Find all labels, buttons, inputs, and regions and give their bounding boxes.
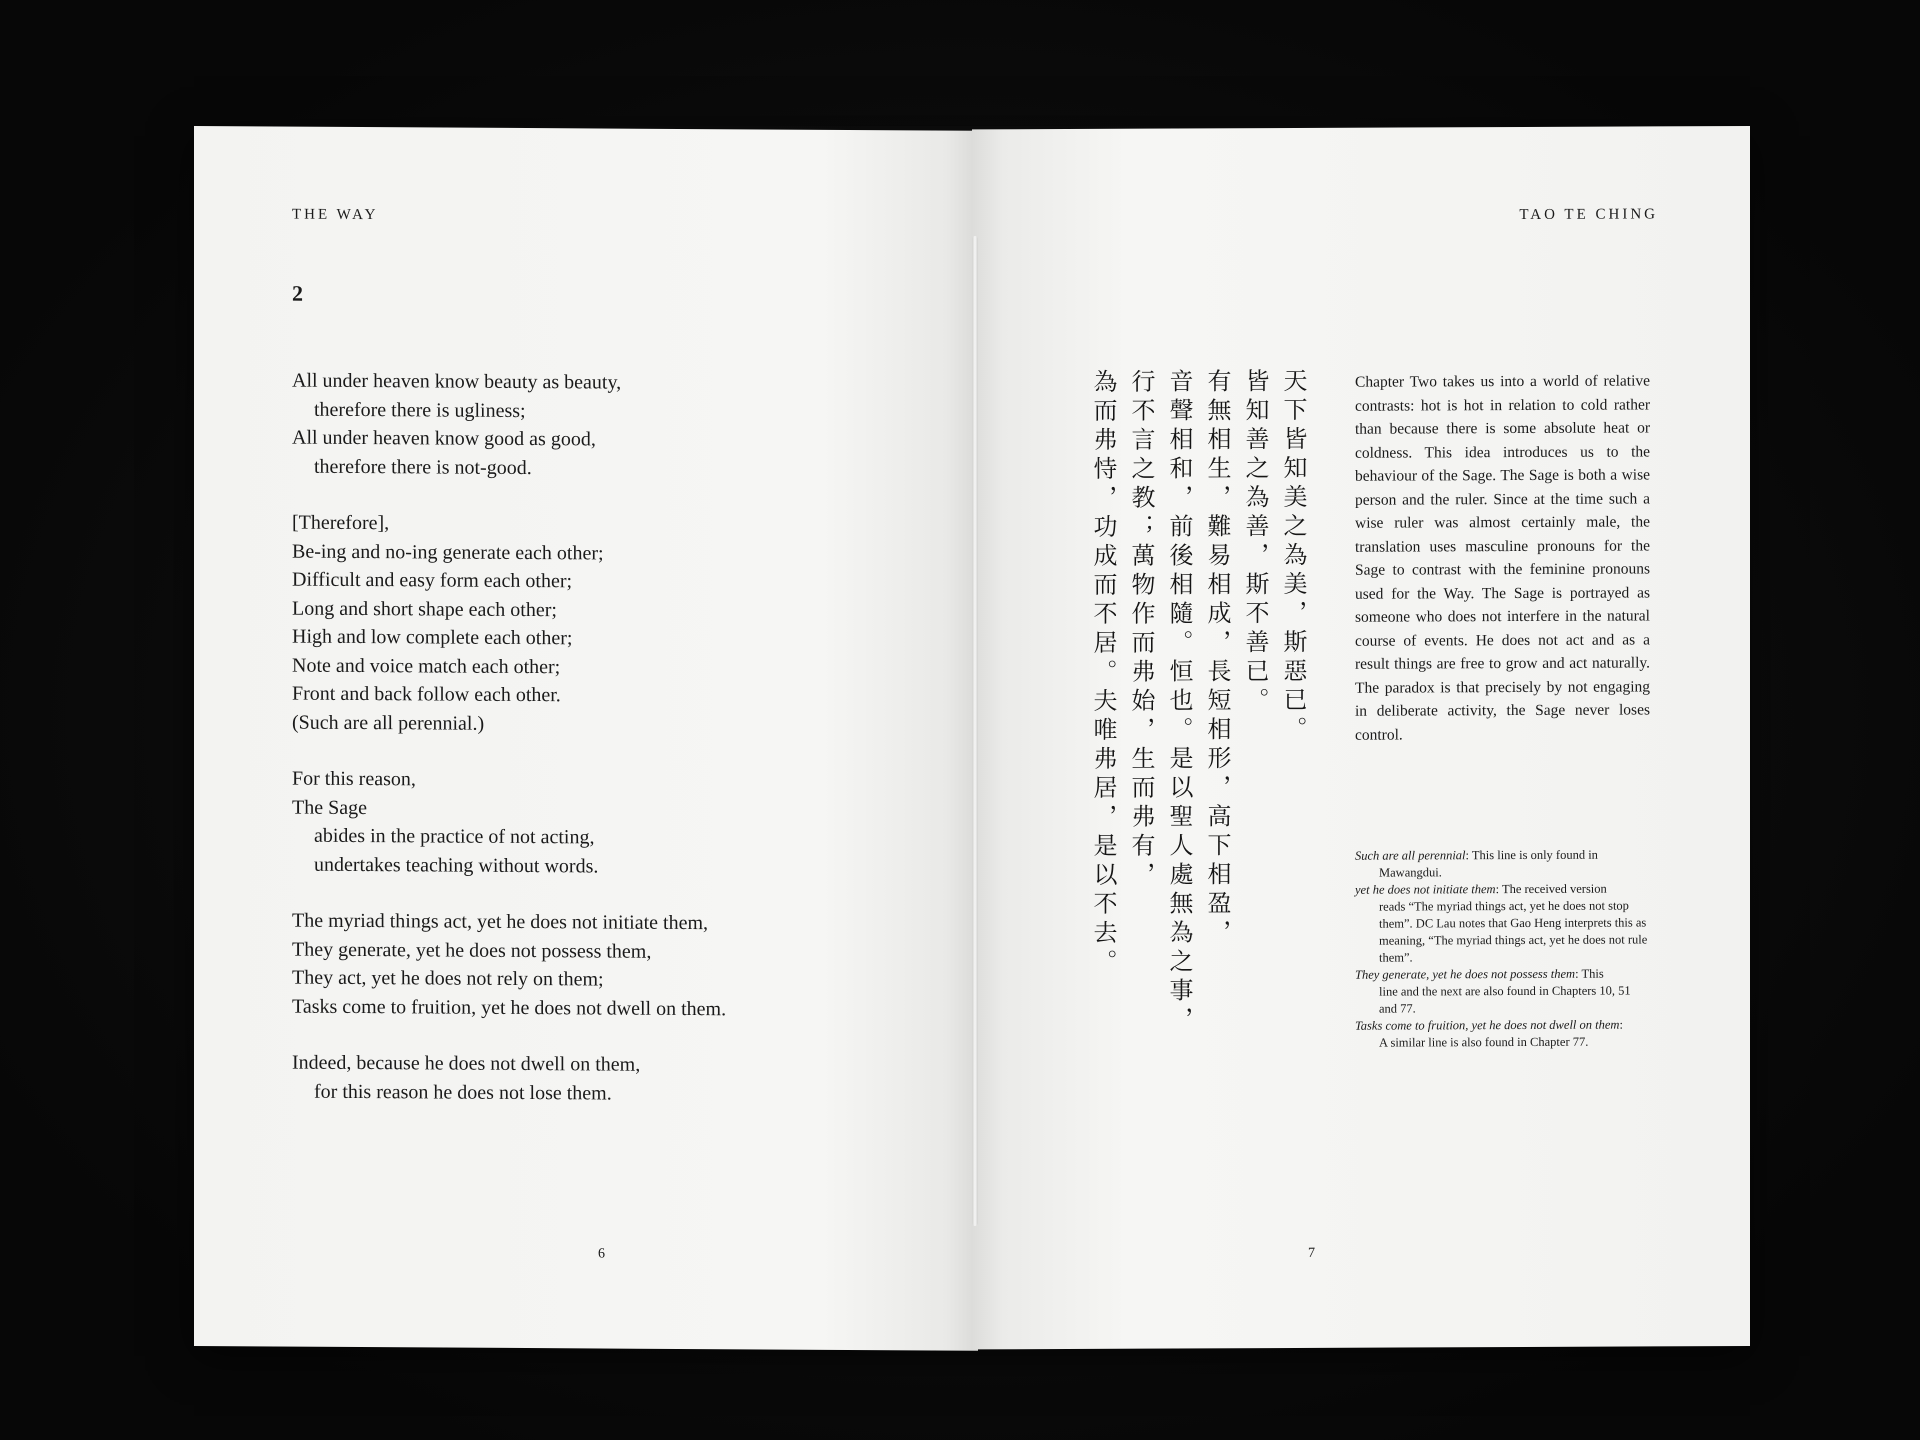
chinese-column: 天下皆知美之為美，斯惡已。 (1279, 367, 1307, 746)
footnote-text: : This (1575, 966, 1604, 981)
poem-line: Front and back follow each other. (292, 682, 561, 707)
footnote-continuation: A similar line is also found in Chapter 77. (1379, 1034, 1589, 1050)
poem-line: The myriad things act, yet he does not initiate them, (292, 909, 709, 935)
poem-line: for this reason he does not lose them. (314, 1080, 612, 1105)
poem-stanza (292, 509, 912, 741)
running-head-left: THE WAY (292, 206, 379, 224)
chinese-column: 為而弗恃，功成而不居。夫唯弗居，是以不去。 (1089, 368, 1117, 978)
footnote-continuation: line and the next are also found in Chapters 10, 51 and 77. (1379, 983, 1631, 1016)
poem-line: Indeed, because he does not dwell on them, (292, 1051, 641, 1076)
poem-line: All under heaven know beauty as beauty, (292, 369, 622, 394)
chinese-column: 音聲相和，前後相隨。恒也。是以聖人處無為之事， (1165, 368, 1193, 1036)
poem-stanza (292, 1049, 912, 1110)
footnote-term: Such are all perennial (1355, 848, 1466, 863)
poem-translation (292, 367, 912, 1138)
footnote-term: Tasks come to fruition, yet he does not dwell on them (1355, 1017, 1620, 1033)
poem-line: undertakes teaching without words. (314, 853, 599, 877)
left-page (194, 126, 978, 1351)
poem-line: Be-ing and no-ing generate each other; (292, 540, 604, 565)
chinese-original-text (1082, 368, 1312, 1049)
footnote-text: : This line is only found in (1465, 847, 1598, 863)
footnote (1355, 880, 1650, 966)
poem-line: The Sage (292, 796, 367, 819)
poem-line: [Therefore], (292, 511, 390, 535)
running-head-right: TAO TE CHING (1519, 206, 1658, 224)
footnote-text: : (1619, 1017, 1623, 1032)
poem-line: (Such are all perennial.) (292, 711, 485, 735)
poem-line: Note and voice match each other; (292, 654, 561, 678)
poem-line: therefore there is ugliness; (314, 398, 526, 422)
footnote-term: yet he does not initiate them (1355, 882, 1496, 897)
footnotes (1355, 846, 1650, 1051)
chapter-number: 2 (292, 280, 303, 306)
poem-stanza (292, 765, 912, 883)
poem-line: Long and short shape each other; (292, 597, 557, 621)
page-number-left: 6 (598, 1246, 605, 1262)
poem-stanza (292, 367, 912, 485)
footnote-continuation: Mawangdui. (1379, 865, 1442, 880)
poem-line: therefore there is not-good. (314, 455, 532, 479)
poem-line: They act, yet he does not rely on them; (292, 966, 604, 991)
open-booklet (194, 126, 1750, 1346)
footnote (1355, 846, 1650, 881)
poem-line: abides in the practice of not acting, (314, 824, 595, 849)
poem-line: Difficult and easy form each other; (292, 568, 573, 593)
commentary-paragraph: Chapter Two takes us into a world of relative contrasts: hot is hot in relation to cold rather than because there is some absolute heat or coldness. This idea introduces us to the behaviour of the Sage. The Sage is both a wise person and the ruler. Since at the time such a wise ruler was almost certainly male, the translation uses masculine pronouns for the Sage to contrast with the feminine pronouns used for the Way. The Sage is portrayed as someone who does not interfere in the natural course of events. He does not act and as a result things are free to grow and act naturally. The paradox is that precisely by not engaging in deliberate activity, the Sage never loses control. (1355, 372, 1650, 744)
footnote-text: : The received version (1495, 881, 1607, 897)
poem-stanza (292, 907, 912, 1025)
chinese-column: 皆知善之為善，斯不善已。 (1241, 368, 1269, 717)
right-page (972, 126, 1750, 1349)
page-number-right: 7 (1308, 1245, 1315, 1261)
stitched-spine (972, 236, 978, 1226)
chinese-column: 行不言之教；萬物作而弗始，生而弗有， (1127, 368, 1155, 891)
footnote-term: They generate, yet he does not possess them (1355, 966, 1576, 982)
footnote (1355, 1016, 1650, 1051)
poem-line: High and low complete each other; (292, 625, 573, 650)
footnote (1355, 965, 1650, 1017)
poem-line: For this reason, (292, 767, 416, 791)
poem-line: All under heaven know good as good, (292, 426, 596, 451)
poem-line: Tasks come to fruition, yet he does not dwell on them. (292, 995, 727, 1020)
chinese-column: 有無相生，難易相成，長短相形，高下相盈， (1203, 368, 1231, 949)
footnote-continuation: reads “The myriad things act, yet he does not stop them”. DC Lau notes that Gao Heng interprets this as meaning, “The myriad things act, yet he does not rule them”. (1379, 898, 1648, 965)
poem-line: They generate, yet he does not possess them, (292, 938, 652, 963)
